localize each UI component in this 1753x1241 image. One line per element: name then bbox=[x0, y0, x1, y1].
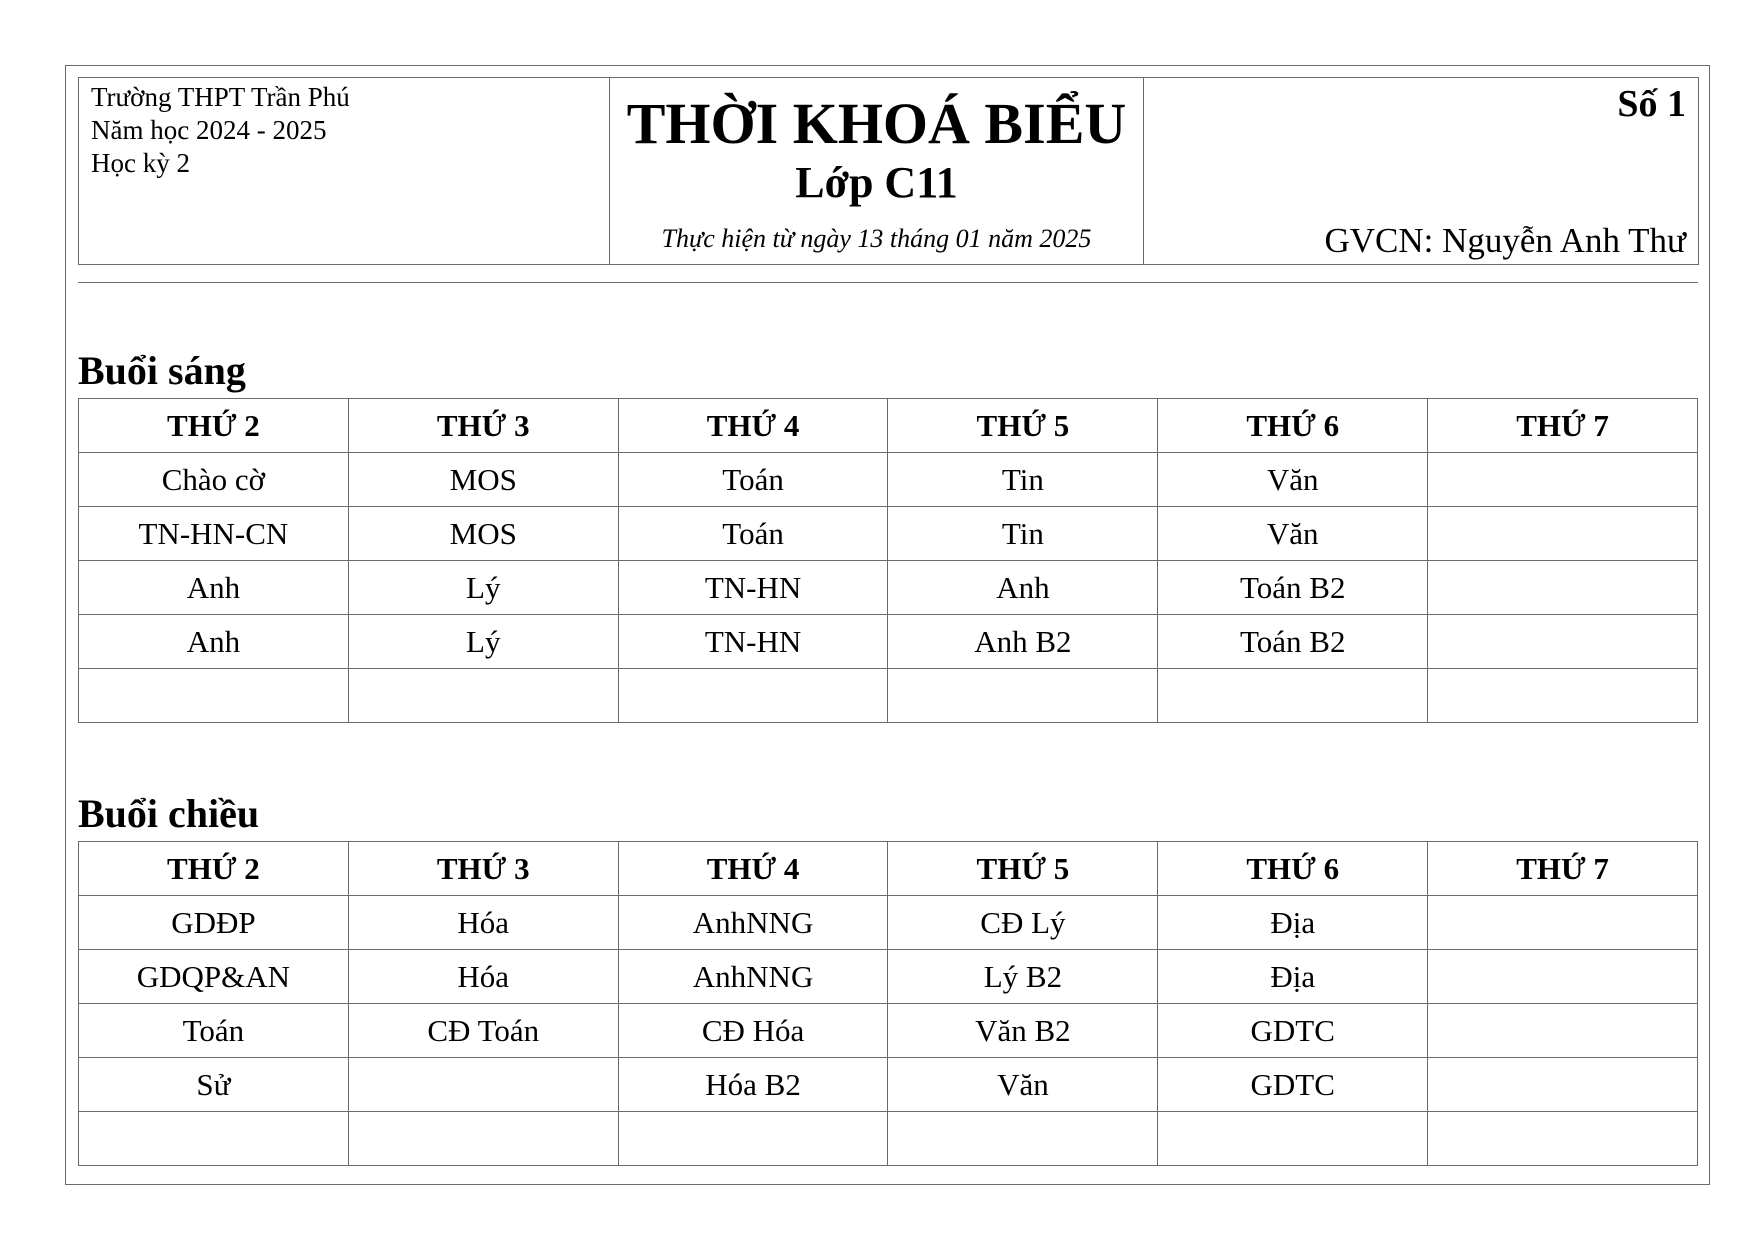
subject-cell: Anh bbox=[79, 561, 349, 615]
subject-cell bbox=[1428, 669, 1698, 723]
subject-cell: Toán B2 bbox=[1158, 615, 1428, 669]
school-year: Năm học 2024 - 2025 bbox=[91, 115, 327, 145]
subject-cell bbox=[79, 669, 349, 723]
effective-date: Thực hiện từ ngày 13 tháng 01 năm 2025 bbox=[661, 224, 1092, 253]
subject-cell bbox=[618, 1112, 888, 1166]
period-row bbox=[79, 561, 1698, 615]
day-header: THỨ 5 bbox=[888, 842, 1158, 896]
subject-cell: Văn bbox=[1158, 507, 1428, 561]
morning-schedule-table bbox=[78, 398, 1698, 723]
subject-cell: GDTC bbox=[1158, 1058, 1428, 1112]
day-header: THỨ 6 bbox=[1158, 399, 1428, 453]
school-info-cell bbox=[79, 78, 610, 265]
subject-cell bbox=[1428, 1004, 1698, 1058]
subject-cell: TN-HN bbox=[618, 615, 888, 669]
subject-cell bbox=[1428, 453, 1698, 507]
subject-cell: GDĐP bbox=[79, 896, 349, 950]
period-row bbox=[79, 950, 1698, 1004]
subject-cell bbox=[348, 1112, 618, 1166]
subject-cell: Địa bbox=[1158, 950, 1428, 1004]
period-row bbox=[79, 1004, 1698, 1058]
subject-cell: Hóa B2 bbox=[618, 1058, 888, 1112]
info-cell bbox=[1144, 78, 1699, 265]
day-header: THỨ 6 bbox=[1158, 842, 1428, 896]
subject-cell bbox=[79, 1112, 349, 1166]
subject-cell bbox=[1428, 615, 1698, 669]
subject-cell: Tin bbox=[888, 507, 1158, 561]
subject-cell: Toán bbox=[618, 507, 888, 561]
subject-cell: Hóa bbox=[348, 896, 618, 950]
afternoon-session-title: Buổi chiều bbox=[78, 791, 260, 836]
period-row bbox=[79, 1112, 1698, 1166]
day-header: THỨ 2 bbox=[79, 399, 349, 453]
period-row bbox=[79, 507, 1698, 561]
class-name: Lớp C11 bbox=[795, 158, 958, 207]
subject-cell bbox=[1428, 561, 1698, 615]
subject-cell bbox=[1428, 1058, 1698, 1112]
subject-cell bbox=[1428, 950, 1698, 1004]
subject-cell bbox=[1158, 669, 1428, 723]
day-header: THỨ 5 bbox=[888, 399, 1158, 453]
period-row bbox=[79, 1058, 1698, 1112]
day-header: THỨ 2 bbox=[79, 842, 349, 896]
period-row bbox=[79, 615, 1698, 669]
subject-cell: Văn B2 bbox=[888, 1004, 1158, 1058]
page-title: THỜI KHOÁ BIỂU bbox=[626, 91, 1127, 156]
header-divider bbox=[78, 282, 1698, 283]
subject-cell bbox=[618, 669, 888, 723]
header-row bbox=[79, 842, 1698, 896]
subject-cell bbox=[348, 669, 618, 723]
subject-cell: TN-HN-CN bbox=[79, 507, 349, 561]
subject-cell bbox=[1428, 507, 1698, 561]
period-row bbox=[79, 669, 1698, 723]
subject-cell: Lý bbox=[348, 615, 618, 669]
morning-session-title: Buổi sáng bbox=[78, 348, 246, 393]
school-name: Trường THPT Trần Phú bbox=[91, 82, 350, 112]
subject-cell: Hóa bbox=[348, 950, 618, 1004]
subject-cell: CĐ Toán bbox=[348, 1004, 618, 1058]
document-header bbox=[78, 77, 1699, 265]
subject-cell: Văn bbox=[1158, 453, 1428, 507]
subject-cell: CĐ Hóa bbox=[618, 1004, 888, 1058]
subject-cell: TN-HN bbox=[618, 561, 888, 615]
subject-cell: Sử bbox=[79, 1058, 349, 1112]
subject-cell: Địa bbox=[1158, 896, 1428, 950]
subject-cell: AnhNNG bbox=[618, 950, 888, 1004]
subject-cell: Anh bbox=[79, 615, 349, 669]
title-cell bbox=[610, 78, 1144, 265]
homeroom-teacher: GVCN: Nguyễn Anh Thư bbox=[1324, 221, 1686, 260]
header-row bbox=[79, 399, 1698, 453]
subject-cell: GDTC bbox=[1158, 1004, 1428, 1058]
day-header: THỨ 7 bbox=[1428, 399, 1698, 453]
subject-cell: Văn bbox=[888, 1058, 1158, 1112]
subject-cell: Toán bbox=[79, 1004, 349, 1058]
semester: Học kỳ 2 bbox=[91, 148, 190, 178]
subject-cell bbox=[1428, 896, 1698, 950]
subject-cell: Anh bbox=[888, 561, 1158, 615]
document-number: Số 1 bbox=[1617, 83, 1686, 125]
day-header: THỨ 3 bbox=[348, 842, 618, 896]
subject-cell: Chào cờ bbox=[79, 453, 349, 507]
subject-cell bbox=[888, 669, 1158, 723]
subject-cell: Lý bbox=[348, 561, 618, 615]
subject-cell: MOS bbox=[348, 453, 618, 507]
period-row bbox=[79, 896, 1698, 950]
subject-cell: MOS bbox=[348, 507, 618, 561]
subject-cell: Tin bbox=[888, 453, 1158, 507]
subject-cell: CĐ Lý bbox=[888, 896, 1158, 950]
subject-cell: Anh B2 bbox=[888, 615, 1158, 669]
day-header: THỨ 7 bbox=[1428, 842, 1698, 896]
period-row bbox=[79, 453, 1698, 507]
subject-cell bbox=[1158, 1112, 1428, 1166]
day-header: THỨ 4 bbox=[618, 399, 888, 453]
subject-cell: Toán B2 bbox=[1158, 561, 1428, 615]
subject-cell bbox=[348, 1058, 618, 1112]
subject-cell: Lý B2 bbox=[888, 950, 1158, 1004]
subject-cell bbox=[1428, 1112, 1698, 1166]
afternoon-schedule-table bbox=[78, 841, 1698, 1166]
subject-cell: AnhNNG bbox=[618, 896, 888, 950]
day-header: THỨ 3 bbox=[348, 399, 618, 453]
subject-cell: GDQP&AN bbox=[79, 950, 349, 1004]
subject-cell: Toán bbox=[618, 453, 888, 507]
subject-cell bbox=[888, 1112, 1158, 1166]
day-header: THỨ 4 bbox=[618, 842, 888, 896]
